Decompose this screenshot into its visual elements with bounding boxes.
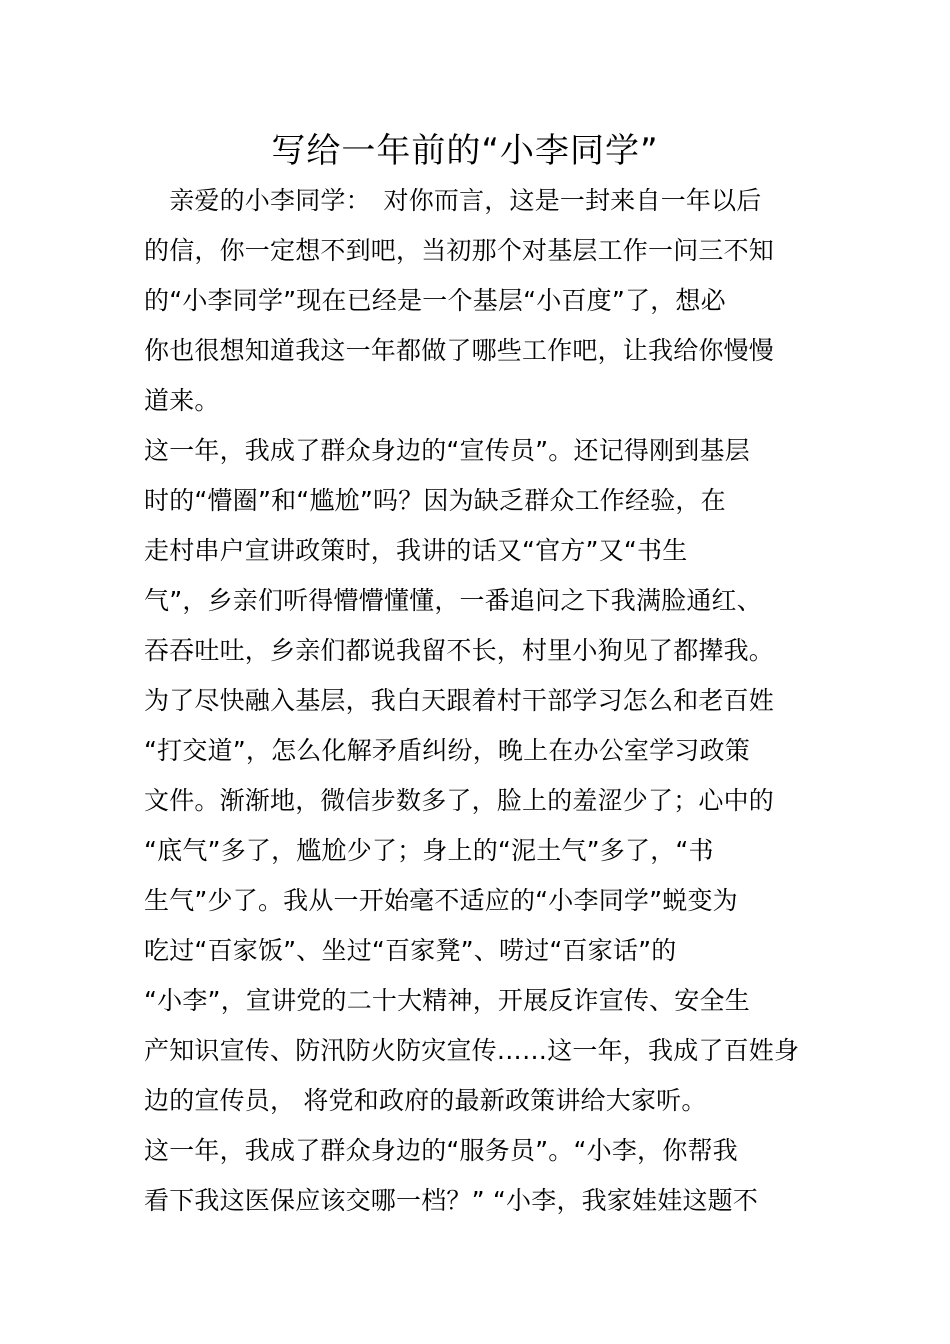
body-line: 生气”少了。我从一开始毫不适应的“小李同学”蜕变为 [144,886,738,915]
body-line: 的“小李同学”现在已经是一个基层“小百度”了，想必 [144,286,726,315]
body-line: 这一年，我成了群众身边的“服务员”。“小李，你帮我 [144,1136,738,1165]
body-line: “小李”，宣讲党的二十大精神，开展反诈宣传、安全生 [144,986,750,1015]
body-line: 吞吞吐吐，乡亲们都说我留不长，村里小狗见了都撵我。 [144,636,775,665]
body-line: 亲爱的小李同学： 对你而言，这是一封来自一年以后 [144,186,762,215]
body-line: 走村串户宣讲政策时，我讲的话又“官方”又“书生 [144,536,688,565]
body-line: 吃过“百家饭”、坐过“百家凳”、唠过“百家话”的 [144,936,677,965]
body-line: 道来。 [144,386,220,415]
document-title: 写给一年前的“小李同学” [271,131,659,171]
body-line: 产知识宣传、防汛防火防灾宣传……这一年，我成了百姓身 [144,1036,800,1065]
body-line: 你也很想知道我这一年都做了哪些工作吧，让我给你慢慢 [144,336,775,365]
body-line: 看下我这医保应该交哪一档？” “小李，我家娃娃这题不 [144,1186,759,1215]
body-line: 文件。渐渐地，微信步数多了，脸上的羞涩少了；心中的 [144,786,775,815]
body-line: 气”，乡亲们听得懵懵懂懂，一番追问之下我满脸通红、 [144,586,762,615]
body-line: 边的宣传员， 将党和政府的最新政策讲给大家听。 [144,1086,707,1115]
body-line: 时的“懵圈”和“尴尬”吗？因为缺乏群众工作经验，在 [144,486,726,515]
body-line: 这一年，我成了群众身边的“宣传员”。还记得刚到基层 [144,436,750,465]
body-line: “底气”多了，尴尬少了；身上的“泥土气”多了，“书 [144,836,714,865]
body-line: 为了尽快融入基层，我白天跟着村干部学习怎么和老百姓 [144,686,775,715]
body-line: 的信，你一定想不到吧，当初那个对基层工作一问三不知 [144,236,775,265]
body-line: “打交道”，怎么化解矛盾纠纷，晚上在办公室学习政策 [144,736,750,765]
